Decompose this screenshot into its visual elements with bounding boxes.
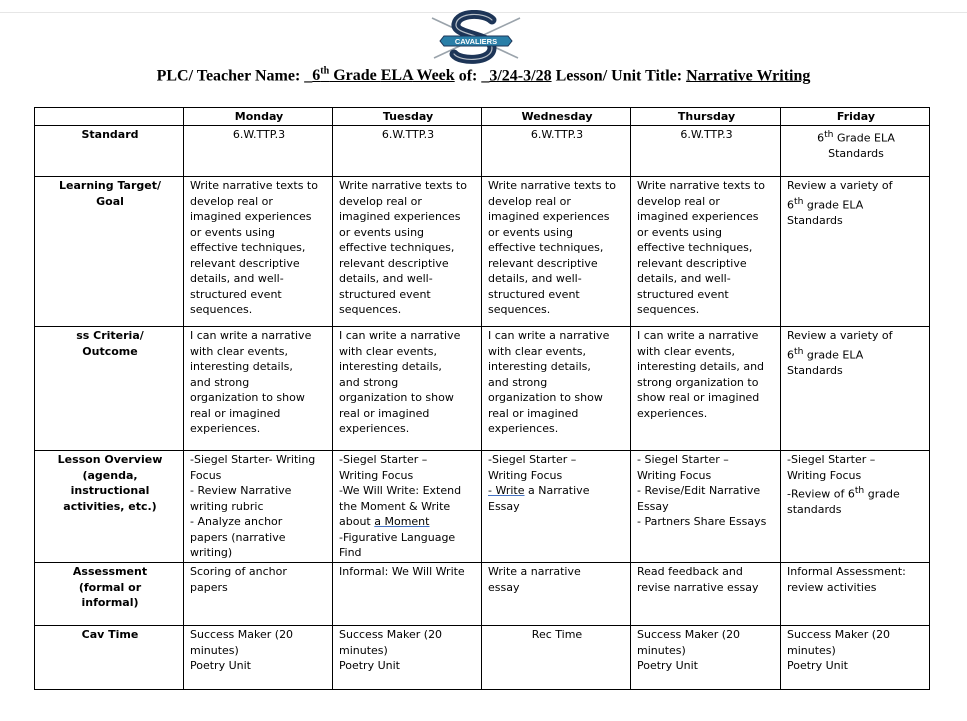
- grade-subject: ELA: [380, 67, 413, 85]
- criteria-text-line: interesting details,: [488, 360, 591, 373]
- overview-label-3: instructional: [70, 484, 150, 497]
- week-value: 3/24-3/28: [489, 67, 552, 85]
- ov-tue-l4: the Moment & Write: [339, 499, 451, 513]
- ov-wed-l2: Writing Focus: [488, 468, 563, 482]
- overview-tuesday: [333, 451, 482, 563]
- ov-thu-l1: - Siegel Starter –: [637, 453, 729, 466]
- cav-tue-l2: minutes): [339, 643, 388, 657]
- target-text-line: Write narrative texts to: [339, 179, 467, 192]
- target-text-line: structured event: [488, 287, 580, 301]
- criteria-text-line: with clear events,: [488, 344, 587, 358]
- ov-mon-l7: writing): [190, 546, 233, 559]
- criteria-text-line: experiences.: [488, 422, 559, 435]
- criteria-text-line: I can write a narrative: [339, 329, 461, 342]
- lesson-plan-table: [34, 107, 930, 690]
- target-text-line: imagined experiences: [190, 210, 312, 223]
- as-wed-l2: essay: [488, 580, 520, 594]
- grade-week: Week: [412, 67, 455, 85]
- standard-row-label: Standard: [35, 126, 184, 177]
- crit-fri-num: 6: [787, 348, 794, 362]
- target-text-line: Write narrative texts to: [488, 179, 616, 192]
- crit-thu-l3: interesting details, and: [637, 360, 765, 373]
- target-text-line: sequences.: [637, 303, 700, 316]
- cav-fri-l1: Success Maker (20: [787, 628, 891, 641]
- day-header-thursday: Thursday: [631, 108, 781, 126]
- ov-thu-l4: Essay: [637, 499, 669, 513]
- as-thu-l2: revise narrative essay: [637, 580, 759, 594]
- target-text-line: effective techniques,: [190, 241, 306, 254]
- ov-thu-l3: - Revise/Edit Narrative: [637, 484, 761, 497]
- target-text-line: or events using: [339, 225, 425, 239]
- lesson-title-label: Lesson/ Unit Title:: [551, 67, 687, 85]
- crit-fri-rest: grade ELA: [803, 348, 864, 362]
- target-text-line: sequences.: [488, 303, 551, 316]
- target-text-line: relevant descriptive: [190, 256, 300, 270]
- assessment-monday: [184, 563, 333, 626]
- ov-fri-l3sup: th: [854, 485, 865, 496]
- target-fri-line3: Standards: [787, 213, 843, 227]
- overview-label-2: (agenda,: [82, 468, 138, 482]
- cav-wednesday: Rec Time: [482, 626, 631, 690]
- ov-fri-l3num: 6: [847, 487, 855, 501]
- target-text-line: details, and well-: [488, 272, 582, 285]
- target-text-line: develop real or: [488, 194, 571, 208]
- target-fri-sup: th: [794, 195, 804, 207]
- ov-fri-l2: Writing Focus: [787, 468, 862, 482]
- criteria-thursday: [631, 327, 781, 451]
- assessment-label-1: Assessment: [72, 565, 148, 578]
- criteria-monday: [184, 327, 333, 451]
- ov-fri-l3b: grade: [864, 487, 900, 501]
- overview-label-1: Lesson Overview: [57, 453, 163, 466]
- overview-friday: [781, 451, 930, 563]
- ov-fri-l4: standards: [787, 503, 842, 517]
- target-text-line: effective techniques,: [488, 241, 604, 254]
- crit-thu-l6: experiences.: [637, 406, 708, 420]
- criteria-tuesday: [333, 327, 482, 451]
- day-header-friday: Friday: [781, 108, 930, 126]
- target-text-line: relevant descriptive: [637, 256, 747, 270]
- grade-number: 6: [312, 67, 321, 85]
- assessment-thursday: [631, 563, 781, 626]
- learning-target-row: [35, 177, 930, 327]
- ov-mon-l5: - Analyze anchor: [190, 515, 283, 528]
- target-text-line: relevant descriptive: [488, 256, 598, 270]
- friday-standard-line2: Standards: [828, 147, 884, 161]
- cav-thursday: [631, 626, 781, 690]
- crit-fri-sup: th: [794, 345, 804, 357]
- ov-thu-l2: Writing Focus: [637, 468, 712, 482]
- cav-tuesday: [333, 626, 482, 690]
- standard-friday: [781, 126, 930, 177]
- learning-target-label-1: Learning Target/: [59, 179, 161, 192]
- cav-time-row: [35, 626, 930, 690]
- target-fri-num: 6: [787, 198, 794, 212]
- ov-mon-l3: - Review Narrative: [190, 484, 292, 497]
- cav-thu-l3: Poetry Unit: [637, 659, 698, 672]
- target-text-line: or events using: [637, 225, 723, 239]
- day-header-tuesday: Tuesday: [333, 108, 482, 126]
- cav-mon-l3: Poetry Unit: [190, 659, 251, 672]
- plan-header: [0, 66, 967, 85]
- target-text-line: structured event: [339, 287, 431, 301]
- criteria-text-line: experiences.: [339, 422, 410, 435]
- assessment-label: [35, 563, 184, 626]
- grade-suffix: th: [320, 66, 330, 77]
- cav-friday: [781, 626, 930, 690]
- ov-tue-l3: -We Will Write: Extend: [339, 484, 462, 497]
- friday-standard-num: 6: [817, 131, 825, 145]
- standard-monday: 6.W.TTP.3: [184, 126, 333, 177]
- learning-target-tuesday: [333, 177, 482, 327]
- criteria-text-line: and strong: [488, 375, 548, 389]
- teacher-name-value: [312, 67, 454, 84]
- ov-wed-l1: -Siegel Starter –: [488, 453, 577, 466]
- cav-monday: [184, 626, 333, 690]
- criteria-text-line: and strong: [339, 375, 399, 389]
- criteria-text-line: with clear events,: [190, 344, 289, 358]
- criteria-text-line: I can write a narrative: [488, 329, 610, 342]
- criteria-text-line: I can write a narrative: [190, 329, 312, 342]
- target-text-line: sequences.: [190, 303, 253, 316]
- ov-tue-l6: -Figurative Language: [339, 530, 456, 544]
- criteria-label-1: ss Criteria/: [76, 329, 144, 342]
- cav-thu-l1: Success Maker (20: [637, 628, 741, 641]
- criteria-text-line: real or imagined: [488, 406, 579, 420]
- target-text-line: relevant descriptive: [339, 256, 449, 270]
- day-header-monday: Monday: [184, 108, 333, 126]
- ov-mon-l1: -Siegel Starter- Writing: [190, 453, 316, 466]
- criteria-text-line: interesting details,: [339, 360, 442, 373]
- assessment-label-3: informal): [81, 596, 139, 609]
- target-text-line: sequences.: [339, 303, 402, 316]
- criteria-wednesday: [482, 327, 631, 451]
- learning-target-thursday: [631, 177, 781, 327]
- target-text-line: structured event: [637, 287, 729, 301]
- assessment-tuesday: Informal: We Will Write: [333, 563, 482, 626]
- crit-fri-line1: Review a variety of: [787, 329, 893, 342]
- cav-thu-l2: minutes): [637, 643, 686, 657]
- standard-row: [35, 126, 930, 177]
- criteria-text-line: real or imagined: [190, 406, 281, 420]
- crit-thu-l2: with clear events,: [637, 344, 736, 358]
- cav-mon-l2: minutes): [190, 643, 239, 657]
- ov-thu-l5: - Partners Share Essays: [637, 515, 767, 528]
- as-fri-l2: review activities: [787, 580, 877, 594]
- ov-fri-l3a: -Review of: [787, 487, 848, 501]
- target-text-line: Write narrative texts to: [637, 179, 765, 192]
- ov-fri-l1: -Siegel Starter –: [787, 453, 876, 466]
- as-mon-l1: Scoring of anchor: [190, 565, 287, 578]
- overview-thursday: [631, 451, 781, 563]
- criteria-text-line: real or imagined: [339, 406, 430, 420]
- target-text-line: effective techniques,: [339, 241, 455, 254]
- criteria-text-line: interesting details,: [190, 360, 293, 373]
- criteria-label: [35, 327, 184, 451]
- assessment-friday: [781, 563, 930, 626]
- as-wed-l1: Write a narrative: [488, 565, 581, 578]
- ov-mon-l2: Focus: [190, 468, 222, 482]
- friday-standard-text: Grade ELA: [833, 131, 895, 145]
- ov-tue-l1: -Siegel Starter –: [339, 453, 428, 466]
- ov-mon-l4: writing rubric: [190, 499, 264, 513]
- crit-thu-l5: show real or imagined: [637, 391, 760, 404]
- learning-target-friday: [781, 177, 930, 327]
- week-label: of: _: [454, 67, 490, 85]
- cavaliers-s-logo-icon: [426, 10, 526, 66]
- target-text-line: develop real or: [339, 194, 422, 208]
- criteria-text-line: with clear events,: [339, 344, 438, 358]
- day-header-wednesday: Wednesday: [482, 108, 631, 126]
- lesson-overview-label: [35, 451, 184, 563]
- as-fri-l1: Informal Assessment:: [787, 565, 906, 578]
- target-text-line: imagined experiences: [339, 210, 461, 223]
- criteria-label-2: Outcome: [82, 344, 138, 358]
- cav-tue-l1: Success Maker (20: [339, 628, 443, 641]
- criteria-text-line: experiences.: [190, 422, 261, 435]
- criteria-friday: [781, 327, 930, 451]
- target-fri-line1: Review a variety of: [787, 179, 893, 192]
- as-thu-l1: Read feedback and: [637, 565, 743, 578]
- logo-banner-text: CAVALIERS: [454, 37, 498, 46]
- cav-tue-l3: Poetry Unit: [339, 659, 400, 672]
- criteria-row: [35, 327, 930, 451]
- grade-word: Grade: [329, 67, 381, 85]
- ov-wed-l3b: a Narrative: [524, 484, 590, 497]
- target-text-line: details, and well-: [637, 272, 731, 285]
- learning-target-wednesday: [482, 177, 631, 327]
- target-text-line: or events using: [190, 225, 276, 239]
- target-text-line: develop real or: [190, 194, 273, 208]
- target-text-line: Write narrative texts to: [190, 179, 318, 192]
- target-text-line: details, and well-: [190, 272, 284, 285]
- target-text-line: imagined experiences: [637, 210, 759, 223]
- target-text-line: or events using: [488, 225, 574, 239]
- teacher-name-label: PLC/ Teacher Name: _: [156, 67, 313, 85]
- ov-tue-l5a: about: [339, 515, 375, 528]
- friday-standard-sup: th: [824, 129, 834, 140]
- overview-wednesday: [482, 451, 631, 563]
- assessment-label-2: (formal or: [78, 580, 142, 594]
- assessment-row: [35, 563, 930, 626]
- ov-tue-l5b: a Moment: [374, 515, 430, 528]
- ov-wed-l4: Essay: [488, 499, 520, 513]
- standard-thursday: 6.W.TTP.3: [631, 126, 781, 177]
- overview-label-4: activities, etc.): [63, 499, 157, 513]
- target-text-line: effective techniques,: [637, 241, 753, 254]
- target-text-line: structured event: [190, 287, 282, 301]
- overview-monday: [184, 451, 333, 563]
- target-text-line: develop real or: [637, 194, 720, 208]
- target-text-line: details, and well-: [339, 272, 433, 285]
- learning-target-monday: [184, 177, 333, 327]
- learning-target-label-2: Goal: [96, 194, 124, 208]
- criteria-text-line: and strong: [190, 375, 250, 389]
- criteria-text-line: organization to show: [339, 391, 454, 404]
- target-fri-rest: grade ELA: [803, 198, 864, 212]
- ov-tue-l2: Writing Focus: [339, 468, 414, 482]
- cav-time-label: Cav Time: [35, 626, 184, 690]
- criteria-text-line: organization to show: [190, 391, 305, 404]
- corner-cell: [35, 108, 184, 126]
- standard-tuesday: 6.W.TTP.3: [333, 126, 482, 177]
- target-text-line: imagined experiences: [488, 210, 610, 223]
- cav-fri-l2: minutes): [787, 643, 836, 657]
- crit-fri-line3: Standards: [787, 363, 843, 377]
- ov-wed-l3a: - Write: [488, 484, 525, 497]
- ov-mon-l6: papers (narrative: [190, 530, 286, 544]
- cav-fri-l3: Poetry Unit: [787, 659, 848, 672]
- cav-mon-l1: Success Maker (20: [190, 628, 294, 641]
- day-header-row: [35, 108, 930, 126]
- standard-wednesday: 6.W.TTP.3: [482, 126, 631, 177]
- crit-thu-l1: I can write a narrative: [637, 329, 759, 342]
- lesson-title-value: Narrative Writing: [686, 67, 811, 85]
- crit-thu-l4: strong organization to: [637, 375, 759, 389]
- learning-target-label: [35, 177, 184, 327]
- assessment-wednesday: [482, 563, 631, 626]
- criteria-text-line: organization to show: [488, 391, 603, 404]
- lesson-overview-row: [35, 451, 930, 563]
- as-mon-l2: papers: [190, 580, 228, 594]
- ov-tue-l7: Find: [339, 546, 362, 559]
